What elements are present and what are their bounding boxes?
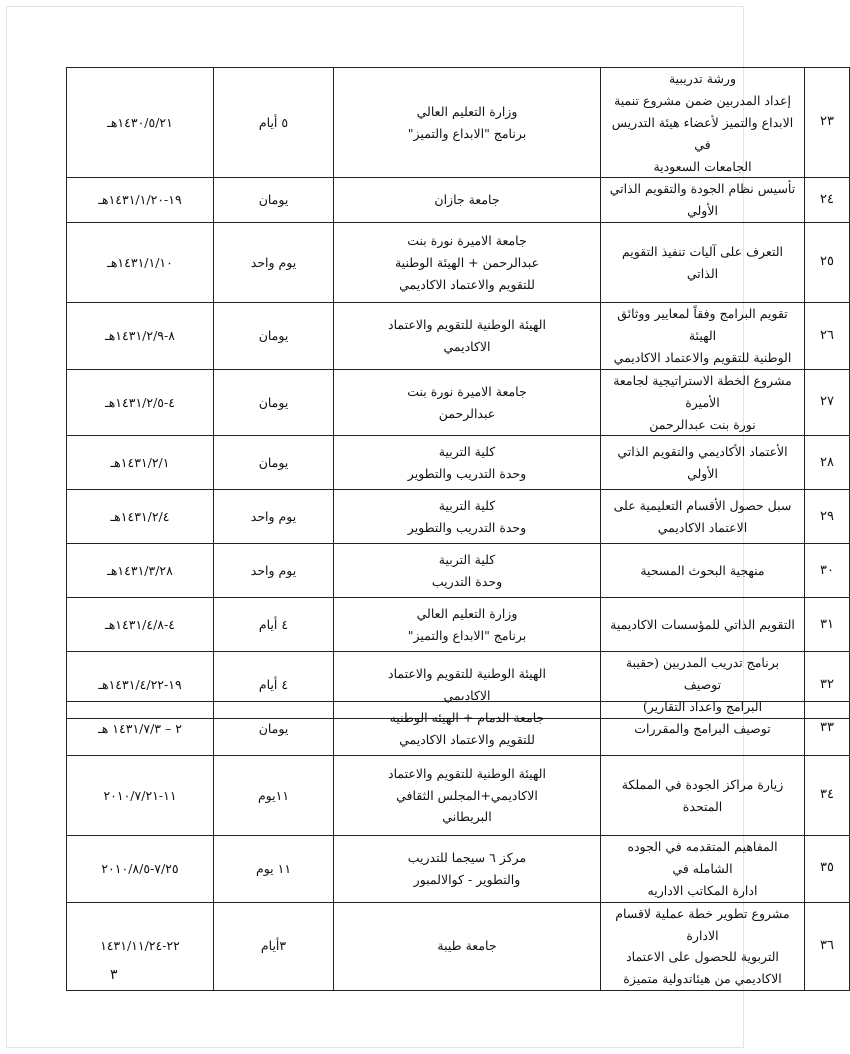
course-title bbox=[601, 544, 805, 598]
row-number: ٣٢ bbox=[805, 652, 850, 719]
organizer-line: جامعة جازان bbox=[434, 192, 500, 208]
course-title-line: الابداع والتميز لأعضاء هيئة التدريس في bbox=[611, 114, 794, 152]
row-number: ٢٨ bbox=[805, 436, 850, 490]
duration: ١١ يوم bbox=[214, 836, 334, 903]
course-title bbox=[601, 303, 805, 370]
date: ١٩-١٤٣١/٤/٢٢هـ bbox=[67, 652, 214, 719]
date: ١٤٣١/٢/١هـ bbox=[67, 436, 214, 490]
organizer-line: البريطاني bbox=[442, 809, 492, 825]
organizer bbox=[334, 490, 601, 544]
organizer-line: عبدالرحمن + الهيئة الوطنية bbox=[394, 254, 540, 270]
duration: ٤ أيام bbox=[214, 598, 334, 652]
table-row bbox=[67, 544, 850, 598]
date: ١٤٣١/٢/٤هـ bbox=[67, 490, 214, 544]
course-title-line: الوطنية للتقويم والاعتماد الاكاديمي bbox=[613, 349, 792, 365]
organizer bbox=[334, 836, 601, 903]
table-row bbox=[67, 702, 850, 756]
table-row bbox=[67, 902, 850, 991]
course-title-line: ادارة المكاتب الاداريه bbox=[647, 882, 758, 898]
row-number: ٢٧ bbox=[805, 369, 850, 436]
course-title-line: مشروع الخطة الاستراتيجية لجامعة الأميرة bbox=[613, 372, 792, 410]
course-title bbox=[601, 369, 805, 436]
duration: ٥ أيام bbox=[214, 68, 334, 178]
duration: يوم واحد bbox=[214, 490, 334, 544]
organizer-line: وحدة التدريب والتطوير bbox=[407, 465, 527, 481]
table-row bbox=[67, 369, 850, 436]
row-number: ٢٦ bbox=[805, 303, 850, 370]
date: ٢ – ١٤٣١/٧/٣ هـ bbox=[67, 702, 214, 756]
course-title bbox=[601, 178, 805, 223]
date: ٢٢-١٤٣١/١١/٢٤ bbox=[67, 902, 214, 991]
organizer bbox=[334, 598, 601, 652]
row-number: ٣٦ bbox=[805, 902, 850, 991]
organizer-line: جامعة الدمام + الهيئه الوطنيه bbox=[389, 709, 545, 725]
table-row bbox=[67, 756, 850, 836]
table-row bbox=[67, 223, 850, 303]
course-title-line: الاكاديمي من هيئاتدولية متميزة bbox=[623, 971, 782, 987]
organizer-line: وحدة التدريب bbox=[431, 573, 503, 589]
table-row bbox=[67, 303, 850, 370]
course-title-line: إعداد المدربين ضمن مشروع تنمية bbox=[614, 92, 791, 108]
courses-table-1 bbox=[66, 67, 850, 719]
duration: يوم واحد bbox=[214, 223, 334, 303]
organizer-line: عبدالرحمن bbox=[438, 405, 496, 421]
organizer-line: الهيئة الوطنية للتقويم والاعتماد bbox=[388, 765, 546, 781]
organizer-line: الاكاديمي bbox=[443, 338, 491, 354]
organizer-line: الاكاديمي bbox=[443, 688, 491, 704]
organizer-line: وحدة التدريب والتطوير bbox=[407, 519, 527, 535]
course-title-line: ورشة تدريبية bbox=[668, 71, 737, 86]
course-title-line: توصيف البرامج والمقررات bbox=[634, 720, 771, 736]
duration: يوم واحد bbox=[214, 544, 334, 598]
organizer bbox=[334, 902, 601, 991]
organizer bbox=[334, 178, 601, 223]
course-title-line: نورة بنت عبدالرحمن bbox=[649, 416, 756, 432]
row-number: ٣٣ bbox=[805, 702, 850, 756]
organizer-line: جامعة الاميرة نورة بنت bbox=[407, 383, 527, 399]
organizer bbox=[334, 436, 601, 490]
organizer bbox=[334, 68, 601, 178]
row-number: ٢٣ bbox=[805, 68, 850, 178]
course-title bbox=[601, 756, 805, 836]
courses-table-2 bbox=[66, 701, 850, 991]
organizer-line: وزارة التعليم العالي bbox=[416, 103, 518, 119]
organizer-line: الاكاديمي+المجلس الثقافي bbox=[396, 787, 538, 803]
course-title-line: تأسيس نظام الجودة والتقويم الذاتي الأولي bbox=[609, 181, 796, 219]
row-number: ٣٠ bbox=[805, 544, 850, 598]
course-title bbox=[601, 223, 805, 303]
row-number: ٣٤ bbox=[805, 756, 850, 836]
course-title-line: التربوية للحصول على الاعتماد bbox=[626, 949, 779, 965]
row-number: ٢٥ bbox=[805, 223, 850, 303]
course-title bbox=[601, 68, 805, 178]
table-row bbox=[67, 598, 850, 652]
row-number: ٣٥ bbox=[805, 836, 850, 903]
table-row bbox=[67, 490, 850, 544]
row-number: ٣١ bbox=[805, 598, 850, 652]
course-title-line: سبل حصول الأقسام التعليمية على bbox=[613, 498, 792, 513]
organizer-line: كلية التربية bbox=[438, 498, 496, 513]
course-title-line: الاعتماد الاكاديمي bbox=[657, 519, 748, 535]
duration: يومان bbox=[214, 178, 334, 223]
duration: يومان bbox=[214, 702, 334, 756]
course-title bbox=[601, 836, 805, 903]
course-title bbox=[601, 436, 805, 490]
course-title-line: منهجية البحوث المسحية bbox=[640, 562, 765, 578]
duration: يومان bbox=[214, 369, 334, 436]
duration: ١١يوم bbox=[214, 756, 334, 836]
duration: يومان bbox=[214, 436, 334, 490]
course-title-line: الجامعات السعودية bbox=[653, 158, 752, 174]
organizer bbox=[334, 544, 601, 598]
course-title bbox=[601, 490, 805, 544]
date: ٨-١٤٣١/٢/٩هـ bbox=[67, 303, 214, 370]
duration: ٣أيام bbox=[214, 902, 334, 991]
course-title-line: المفاهيم المتقدمه في الجوده الشامله في bbox=[627, 839, 778, 876]
organizer bbox=[334, 702, 601, 756]
date: ٤-١٤٣١/٢/٥هـ bbox=[67, 369, 214, 436]
organizer-line: كلية التربية bbox=[438, 552, 496, 567]
row-number: ٢٤ bbox=[805, 178, 850, 223]
organizer-line: برنامج "الابداع والتميز" bbox=[407, 125, 527, 141]
organizer-line: الهيئة الوطنية للتقويم والاعتماد bbox=[388, 317, 546, 333]
date: ١٤٣١/١/١٠هـ bbox=[67, 223, 214, 303]
row-number: ٢٩ bbox=[805, 490, 850, 544]
duration: يومان bbox=[214, 303, 334, 370]
date: ٧/٢٥-٢٠١٠/٨/٥ bbox=[67, 836, 214, 903]
organizer-line: مركز ٦ سيجما للتدريب bbox=[407, 849, 527, 865]
course-title-line: التعرف على آليات تنفيذ التقويم الذاتي bbox=[621, 243, 784, 281]
course-title-line: التقويم الذاتي للمؤسسات الاكاديمية bbox=[610, 616, 795, 632]
table-row bbox=[67, 436, 850, 490]
date: ٤-١٤٣١/٤/٨هـ bbox=[67, 598, 214, 652]
page-number: ٣ bbox=[110, 967, 118, 983]
date: ١٤٣١/٣/٢٨هـ bbox=[67, 544, 214, 598]
course-title bbox=[601, 598, 805, 652]
course-title-line: البرامج واعداد التقارير) bbox=[642, 699, 763, 715]
organizer-line: جامعة طيبة bbox=[437, 938, 497, 954]
organizer-line: وزارة التعليم العالي bbox=[416, 606, 518, 621]
course-title-line: مشروع تطوير خطة عملية لاقسام الادارة bbox=[615, 905, 790, 943]
organizer-line: والتطوير - كوالالمبور bbox=[413, 871, 521, 887]
table-row bbox=[67, 178, 850, 223]
date: ١٩-١٤٣١/١/٢٠هـ bbox=[67, 178, 214, 223]
course-title-line: الأعتماد الأكاديمي والتقويم الذاتي الأولي bbox=[617, 444, 788, 481]
table-row bbox=[67, 836, 850, 903]
organizer bbox=[334, 369, 601, 436]
course-title-line: برنامج تدريب المدربين (حقيبة توصيف bbox=[625, 655, 780, 693]
organizer-line: الهيئة الوطنية للتقويم والاعتماد bbox=[388, 666, 546, 682]
organizer bbox=[334, 756, 601, 836]
organizer-line: للتقويم والاعتماد الاكاديمي bbox=[399, 731, 535, 747]
organizer-line: جامعة الاميرة نورة بنت bbox=[407, 232, 527, 248]
organizer-line: كلية التربية bbox=[438, 444, 496, 459]
organizer bbox=[334, 223, 601, 303]
date: ١١-٢٠١٠/٧/٢١ bbox=[67, 756, 214, 836]
organizer bbox=[334, 303, 601, 370]
organizer-line: للتقويم والاعتماد الاكاديمي bbox=[399, 276, 535, 292]
duration: ٤ أيام bbox=[214, 652, 334, 719]
course-title bbox=[601, 702, 805, 756]
organizer-line: برنامج "الابداع والتميز" bbox=[407, 627, 527, 643]
course-title bbox=[601, 902, 805, 991]
table-row bbox=[67, 68, 850, 178]
course-title-line: زيارة مراكز الجودة في المملكة المتحدة bbox=[621, 776, 784, 814]
course-title-line: تقويم البرامج وفقاً لمعايير ووثائق الهيئة bbox=[617, 306, 788, 343]
date: ١٤٣٠/٥/٢١هـ bbox=[67, 68, 214, 178]
